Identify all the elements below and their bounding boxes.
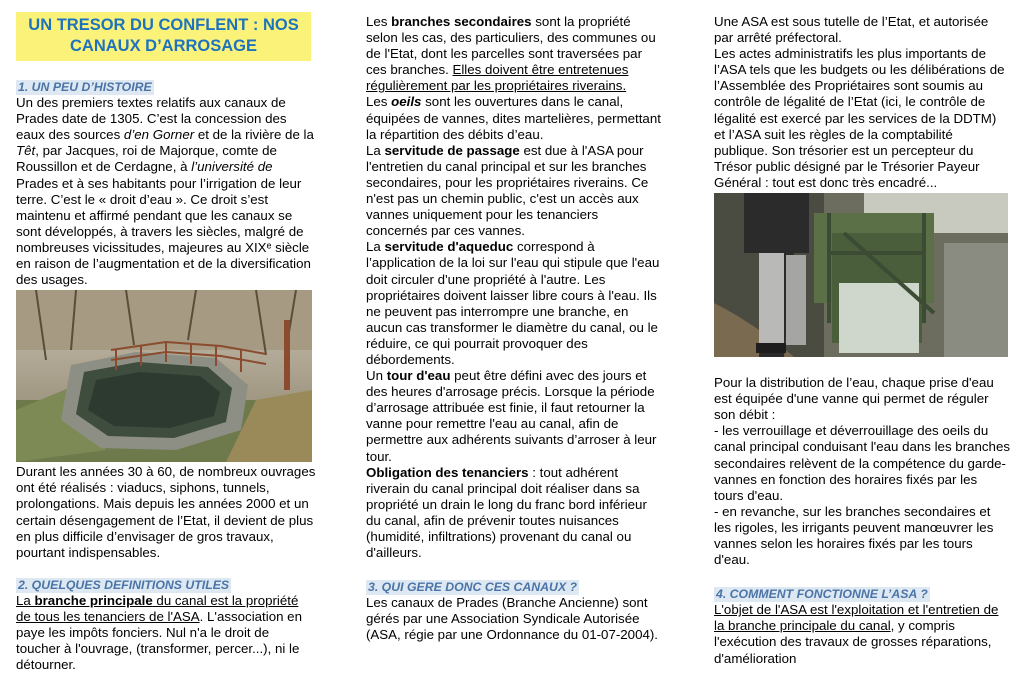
history-text-a: Un des premiers textes relatifs aux canaux de Prades date de 1305. C’est la concession des eaux des sources — [16, 95, 287, 143]
history-text-c: et de la rivière de la — [194, 127, 314, 143]
water-turn-text-a: Un — [366, 368, 387, 384]
section-heading-definitions: 2. QUELQUES DEFINITIONS UTILES — [18, 577, 230, 592]
section-heading-how-asa-works: 4. COMMENT FONCTIONNE L’ASA ? — [716, 587, 928, 602]
aqueduct-paragraph — [366, 239, 663, 368]
secondary-text-c: sont la propriété selon les cas, des particuliers, des communes ou de l'Etat, dont les parcelles sont traversées par ces branches. — [366, 14, 656, 78]
water-turn-term: tour d'eau — [386, 368, 451, 384]
passage-term: servitude de passage — [384, 142, 520, 158]
water-turn-paragraph — [366, 368, 663, 465]
irrigants-paragraph: - en revanche, sur les branches secondaires et les rigoles, les irrigants peuvent manœuvrer les vannes selon les horaires fixés par les tours d'eau. — [714, 503, 994, 568]
passage-text-c: est due à l'ASA pour l'entretien du canal principal et sur les branches secondaires, pour les propriétaires riverains. Ce n'est pas un chemin public, c'est un accès aux vannes uniquement pour les tenanciers concernés par ces vannes. — [366, 142, 649, 239]
obligation-text-b: : tout adhérent riverain du canal principal doit réaliser dans sa propriété un drain le long du franc bord inférieur du canal, afin de prévenir toutes nuisances (humidité, infiltrations) provenant du canal ou d'ailleurs. — [366, 464, 647, 561]
page-title-line-1: UN TRESOR DU CONFLENT : NOS — [28, 16, 299, 34]
main-branch-term: branche principale — [34, 592, 153, 608]
secondary-branches-paragraph — [366, 14, 663, 94]
works-paragraph: Durant les années 30 à 60, de nombreux ouvrages ont été réalisés : viaducs, siphons, tunnels, prolongations. Mais depuis les années 2000 et un certain désengagement de l’Etat, il devient de plus en plus difficile d’envisager de gros travaux, pourtant indispensables. — [16, 464, 316, 560]
section-heading-management: 3. QUI GERE DONC CES CANAUX ? — [368, 580, 578, 595]
column-1 — [16, 0, 316, 673]
main-branch-paragraph — [16, 593, 316, 673]
oeils-term: oeils — [391, 94, 422, 110]
page-title — [16, 12, 311, 61]
history-text-b: d’en Gorner — [123, 127, 195, 143]
oeils-text-c: sont les ouvertures dans le canal, équipées de vannes, dites martelières, permettant la répartition des débits d’eau. — [366, 94, 661, 142]
distribution-paragraph: Pour la distribution de l’eau, chaque prise d'eau est équipée d'une vanne qui permet de réguler son débit : — [714, 375, 994, 423]
asa-purpose-text-a: L'objet de l'ASA est l'exploitation et l'entretien de la branche principale du canal — [714, 602, 999, 634]
column-3 — [714, 0, 1010, 667]
secondary-text-a: Les — [366, 14, 392, 29]
secondary-term: branches secondaires — [391, 14, 532, 29]
page-title-line-2: CANAUX D’ARROSAGE — [69, 37, 257, 55]
aqueduct-text-a: La — [366, 239, 385, 255]
history-paragraph — [16, 95, 316, 288]
canal-basin-photo — [16, 290, 312, 462]
water-turn-text-c: peut être défini avec des jours et des heures d'arrosage précis. Lorsque la période d’arrosage attribuée est finie, il faut retourner la vanne pour remettre l'eau au canal, afin de permettre aux adhérents suivants d’arroser à leur tour. — [366, 368, 657, 464]
asa-purpose-paragraph — [714, 602, 1010, 666]
asa-purpose-text-b: , y compris l'exécution des travaux de grosses réparations, d'amélioration — [714, 618, 992, 666]
secondary-text-d: Elles doivent être entretenues régulièrement par les propriétaires riverains. — [366, 62, 629, 94]
history-text-g: Prades et à ses habitants pour l’irrigation de leur terre. C’est le « droit d’eau ». Ce droit s’est maintenu et affirmé pendant que les canaux se sont développés, à travers les siècles, malgré de nombreuses vicissitudes, majeures au XIXᵉ siècle en raison de l’augmentation et de la diversification des usages. — [16, 175, 311, 288]
obligation-paragraph — [366, 465, 663, 562]
history-text-f: l’université de — [191, 159, 273, 175]
main-branch-text-a: La — [16, 592, 35, 608]
section-heading-history: 1. UN PEU D’HISTOIRE — [18, 80, 152, 94]
sluice-gate-photo — [714, 193, 1008, 357]
asa-supervision-paragraph: Une ASA est sous tutelle de l’Etat, et autorisée par arrêté préfectoral. — [714, 14, 989, 46]
history-text-e: , par Jacques, roi de Majorque, comte de Roussillon et de Cerdagne, à — [16, 143, 277, 175]
column-2 — [366, 0, 663, 644]
asa-admin-paragraph: Les actes administratifs les plus importants de l’ASA tels que les budgets ou les délibérations de l’Assemblée des Propriétaires sont soumis au contrôle de légalité de l’Etat (ici, le contrôle de légalité est exercé par les services de la DDTM) et l’ASA suit les règles de la comptabilité publique. Son trésorier est un percepteur du Trésor public désigné par le Trésorier Payeur Général : tout est donc très encadré... — [714, 46, 1005, 190]
passage-text-a: La — [366, 142, 385, 158]
history-text-d: Têt — [16, 143, 36, 159]
management-paragraph: Les canaux de Prades (Branche Ancienne) sont gérés par une Association Syndicale Autorisée (ASA, régie par une Ordonnance du 01-07-2004). — [366, 595, 658, 643]
oeils-text-a: Les — [366, 94, 392, 110]
oeils-paragraph — [366, 94, 663, 142]
main-branch-text-d: . L'association en paye les impôts fonciers. Nul n'a le droit de toucher à l'ouvrage, (transformer, percer...), ni le détourner. — [16, 608, 302, 673]
obligation-term: Obligation des tenanciers — [366, 464, 529, 480]
aqueduct-term: servitude d'aqueduc — [384, 239, 514, 255]
aqueduct-text-c: correspond à l’application de la loi sur l'eau qui stipule que l'eau doit circuler d'une propriété à l'autre. Les propriétaires doivent laisser libre cours à l'eau. Ils ne peuvent pas interrompre une branche, en aucun cas transformer le diamètre du canal, ou le réduire, ce qui pourrait provoquer des débordements. — [366, 239, 660, 367]
passage-paragraph — [366, 143, 663, 240]
main-branch-text-c: du canal est la propriété de tous les tenanciers de l'ASA — [16, 592, 299, 624]
oeils-locking-paragraph: - les verrouillage et déverrouillage des oeils du canal principal conduisant l'eau dans les branches secondaires relèvent de la compétence du garde-vannes en fonction des horaires fixés par les tours d'eau. — [714, 423, 1010, 503]
